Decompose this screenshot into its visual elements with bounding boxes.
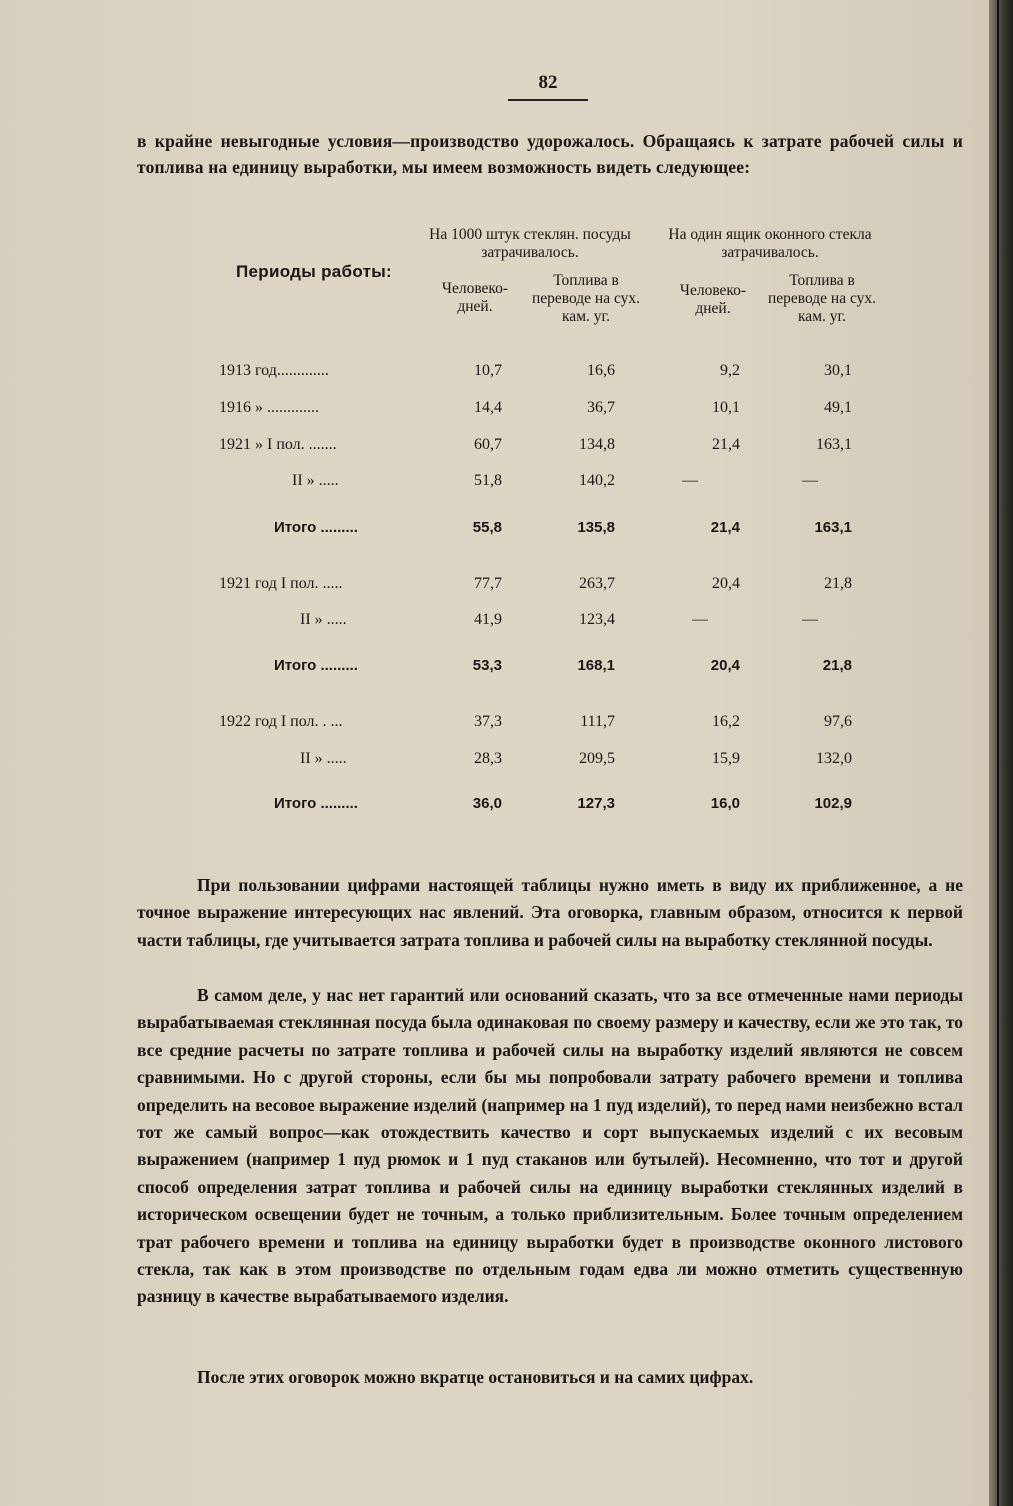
row-label: Итого ......... <box>274 519 358 536</box>
cell-fuel-1: 36,7 <box>587 399 615 416</box>
table-row <box>0 713 1013 737</box>
intro-paragraph: в крайне невыгодные условия—производство удорожалось. Обращаясь к затрате рабочей силы и топлива на единицу выработки, мы имеем возможность видеть следующее: <box>137 131 963 177</box>
cell-fuel-1: 140,2 <box>579 472 615 489</box>
table-row <box>0 399 1013 423</box>
cell-fuel-2: 30,1 <box>824 362 852 379</box>
row-label: Итого ......... <box>274 657 358 674</box>
col-header-people-days-1: Человеко-дней. <box>441 280 509 315</box>
row-label: Итого ......... <box>274 795 358 812</box>
cell-people-days-2: 9,2 <box>720 362 740 379</box>
table-row <box>0 611 1013 635</box>
cell-fuel-2: 49,1 <box>824 399 852 416</box>
cell-people-days-1: 41,9 <box>474 611 502 628</box>
cell-people-days-1: 28,3 <box>474 750 502 767</box>
row-label: 1916 » ............. <box>219 399 319 416</box>
cell-people-days-2: — <box>692 611 708 628</box>
cell-people-days-1: 36,0 <box>472 795 502 812</box>
col-header-fuel-2: Топлива в переводе на сух. кам. уг. <box>767 272 877 325</box>
cell-people-days-1: 10,7 <box>474 362 502 379</box>
cell-people-days-2: 21,4 <box>710 519 740 536</box>
cell-people-days-2: — <box>682 472 698 489</box>
cell-fuel-1: 127,3 <box>577 795 615 812</box>
col-header-fuel-1: Топлива в переводе на сух. кам. уг. <box>531 272 641 325</box>
cell-people-days-2: 20,4 <box>710 657 740 674</box>
cell-people-days-2: 10,1 <box>712 399 740 416</box>
cell-fuel-1: 134,8 <box>579 436 615 453</box>
cell-people-days-2: 16,0 <box>710 795 740 812</box>
cell-people-days-1: 53,3 <box>472 657 502 674</box>
cell-fuel-2: — <box>802 611 818 628</box>
cell-fuel-1: 209,5 <box>579 750 615 767</box>
paragraph-2: В самом деле, у нас нет гарантий или оснований сказать, что за все отмеченные нами периоды вырабатываемая стеклянная посуда была одинаковая по своему размеру и качеству, если же это так, то все средние расчеты по затрате топлива и рабочей силы на выработку изделий являются не совсем сравнимыми. Но с другой стороны, если бы мы попробовали затрату рабочего времени и топлива определить на весовое выражение изделий (например на 1 пуд изделий), то перед нами неизбежно встал тот же самый вопрос—как отождествить качество и сорт выпускаемых изделий с их весовым выражением (например 1 пуд рюмок и 1 пуд стаканов или бутылей). Несомненно, что тот и другой способ определения затрат топлива и рабочей силы на единицу выработки стеклянных изделий в историческом освещении будет не точным, а только приблизительным. Более точным определением трат рабочего времени и топлива на единицу выработки будет в производстве оконного листового стекла, так как в этом производстве по отдельным годам едва ли можно отметить существенную разницу в качестве вырабатываемого изделия. <box>137 985 963 1307</box>
cell-people-days-1: 60,7 <box>474 436 502 453</box>
cell-fuel-2: 97,6 <box>824 713 852 730</box>
group-header-glassware: На 1000 штук стеклян. посуды затрачивалось. <box>429 226 631 261</box>
cell-fuel-1: 123,4 <box>579 611 615 628</box>
paragraph-3: После этих оговорок можно вкратце остановиться и на самих цифрах. <box>197 1367 754 1387</box>
cell-fuel-2: 21,8 <box>824 575 852 592</box>
table-row <box>0 472 1013 496</box>
row-label: II » ..... <box>300 611 347 628</box>
row-label: 1913 год............. <box>219 362 329 379</box>
cell-fuel-2: 163,1 <box>814 519 852 536</box>
table-row <box>0 750 1013 774</box>
cell-people-days-1: 55,8 <box>472 519 502 536</box>
cell-fuel-1: 111,7 <box>580 713 615 730</box>
cell-fuel-2: — <box>802 472 818 489</box>
cell-fuel-1: 168,1 <box>577 657 615 674</box>
page-number: 82 <box>538 72 558 93</box>
table-row-total <box>0 657 1013 681</box>
table-row-total <box>0 519 1013 543</box>
row-label: II » ..... <box>292 472 339 489</box>
page-number-rule <box>508 99 588 101</box>
row-label: II » ..... <box>300 750 347 767</box>
row-label: 1921 год I пол. ..... <box>219 575 343 592</box>
cell-people-days-2: 21,4 <box>712 436 740 453</box>
paragraph-1: При пользовании цифрами настоящей таблицы нужно иметь в виду их приближенное, а не точное выражение интересующих нас явлений. Эта оговорка, главным образом, относится к первой части таблицы, где учитывается затрата топлива и рабочей силы на выработку стеклянной посуды. <box>137 875 963 950</box>
cell-fuel-2: 163,1 <box>816 436 852 453</box>
cell-people-days-2: 15,9 <box>712 750 740 767</box>
table-row <box>0 575 1013 599</box>
cell-fuel-1: 16,6 <box>587 362 615 379</box>
cell-people-days-1: 37,3 <box>474 713 502 730</box>
cell-fuel-2: 21,8 <box>822 657 852 674</box>
row-label: 1922 год I пол. . ... <box>219 713 343 730</box>
cell-fuel-2: 102,9 <box>814 795 852 812</box>
cell-fuel-1: 135,8 <box>577 519 615 536</box>
cell-people-days-1: 14,4 <box>474 399 502 416</box>
table-row <box>0 362 1013 386</box>
group-header-window-glass: На один ящик оконного стекла затрачивалось. <box>668 226 872 261</box>
table-row-total <box>0 795 1013 819</box>
cell-people-days-2: 16,2 <box>712 713 740 730</box>
table-row <box>0 436 1013 460</box>
cell-fuel-2: 132,0 <box>816 750 852 767</box>
cell-people-days-1: 51,8 <box>474 472 502 489</box>
cell-fuel-1: 263,7 <box>579 575 615 592</box>
row-label: 1921 » I пол. ....... <box>219 436 337 453</box>
periods-label: Периоды работы: <box>236 262 393 281</box>
cell-people-days-1: 77,7 <box>474 575 502 592</box>
cell-people-days-2: 20,4 <box>712 575 740 592</box>
col-header-people-days-2: Человеко-дней. <box>679 282 747 317</box>
